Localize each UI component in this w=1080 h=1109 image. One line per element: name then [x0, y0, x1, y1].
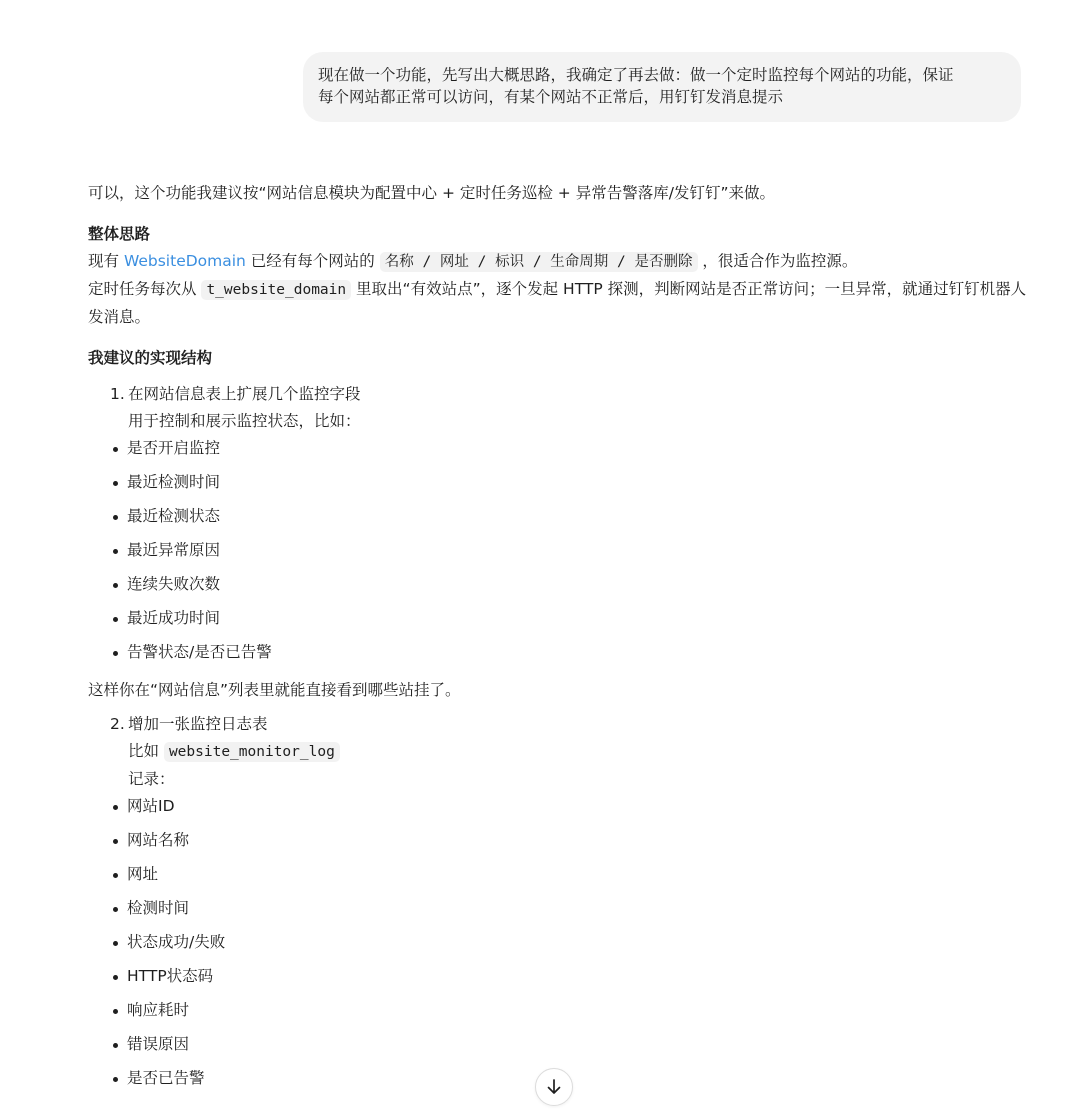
bullet-item: 网站名称	[106, 827, 1028, 854]
overall-line-2-prefix: 定时任务每次从	[88, 280, 202, 298]
item-1-desc: 用于控制和展示监控状态，比如：	[128, 412, 361, 430]
overall-line-1-middle: 已经有每个网站的	[245, 252, 380, 270]
item-1-title: 在网站信息表上扩展几个监控字段	[128, 385, 361, 403]
user-message-line: 现在做一个功能，先写出大概思路，我确定了再去做：做一个定时监控每个网站的功能，保证	[318, 66, 954, 84]
bullet-item: 最近检测时间	[106, 469, 1028, 496]
user-message-line: 每个网站都正常可以访问，有某个网站不正常后，用钉钉发消息提示	[318, 88, 784, 106]
overall-line-1-suffix: ，很适合作为监控源。	[697, 252, 858, 270]
bullet-item: 最近成功时间	[106, 605, 1028, 632]
item-2-desc	[128, 738, 1028, 766]
scroll-to-bottom-button[interactable]	[535, 1068, 573, 1106]
list-number: 1.	[110, 385, 125, 403]
bullet-item: 最近检测状态	[106, 503, 1028, 530]
between-paragraph: 这样你在“网站信息”列表里就能直接看到哪些站挂了。	[88, 681, 461, 699]
item-1-bullet-list	[88, 435, 1028, 666]
fields-code: 名称 / 网址 / 标识 / 生命周期 / 是否删除	[380, 252, 698, 272]
ordered-list-item-1	[110, 381, 1028, 435]
bullet-item: 最近异常原因	[106, 537, 1028, 564]
user-message-bubble	[303, 52, 1021, 122]
item-2-record: 记录：	[128, 770, 175, 788]
overall-line-2-suffix: 里取出“有效站点”，逐个发起 HTTP 探测，判断网站是否正常访问；一旦异常，就通过钉钉机器人发消息。	[88, 280, 1027, 326]
structure-heading: 我建议的实现结构	[88, 349, 213, 367]
item-2-title: 增加一张监控日志表	[128, 715, 268, 733]
table-name-code: t_website_domain	[201, 280, 351, 300]
bullet-item: 是否已告警	[106, 1065, 1028, 1092]
assistant-answer	[88, 180, 1028, 1099]
bullet-item: 是否开启监控	[106, 435, 1028, 462]
bullet-item: 错误原因	[106, 1031, 1028, 1058]
log-table-code: website_monitor_log	[164, 742, 340, 762]
ordered-list-item-2	[110, 711, 1028, 793]
list-number: 2.	[110, 715, 125, 733]
bullet-item: 检测时间	[106, 895, 1028, 922]
item-2-desc-prefix: 比如	[128, 742, 164, 760]
bullet-item: HTTP状态码	[106, 963, 1028, 990]
website-domain-link[interactable]: WebsiteDomain	[123, 252, 246, 270]
bullet-item: 状态成功/失败	[106, 929, 1028, 956]
overall-line-1-prefix: 现有	[88, 252, 124, 270]
overall-line-1	[88, 248, 1028, 276]
bullet-item: 响应耗时	[106, 997, 1028, 1024]
arrow-down-icon	[544, 1077, 564, 1097]
overall-heading: 整体思路	[88, 225, 151, 243]
bullet-item: 网址	[106, 861, 1028, 888]
answer-intro: 可以，这个功能我建议按“网站信息模块为配置中心 + 定时任务巡检 + 异常告警落库/发钉钉”来做。	[88, 184, 775, 202]
bullet-item: 告警状态/是否已告警	[106, 639, 1028, 666]
bullet-item: 连续失败次数	[106, 571, 1028, 598]
overall-line-2	[88, 276, 1028, 331]
item-2-bullet-list	[88, 793, 1028, 1092]
bullet-item: 网站ID	[106, 793, 1028, 820]
